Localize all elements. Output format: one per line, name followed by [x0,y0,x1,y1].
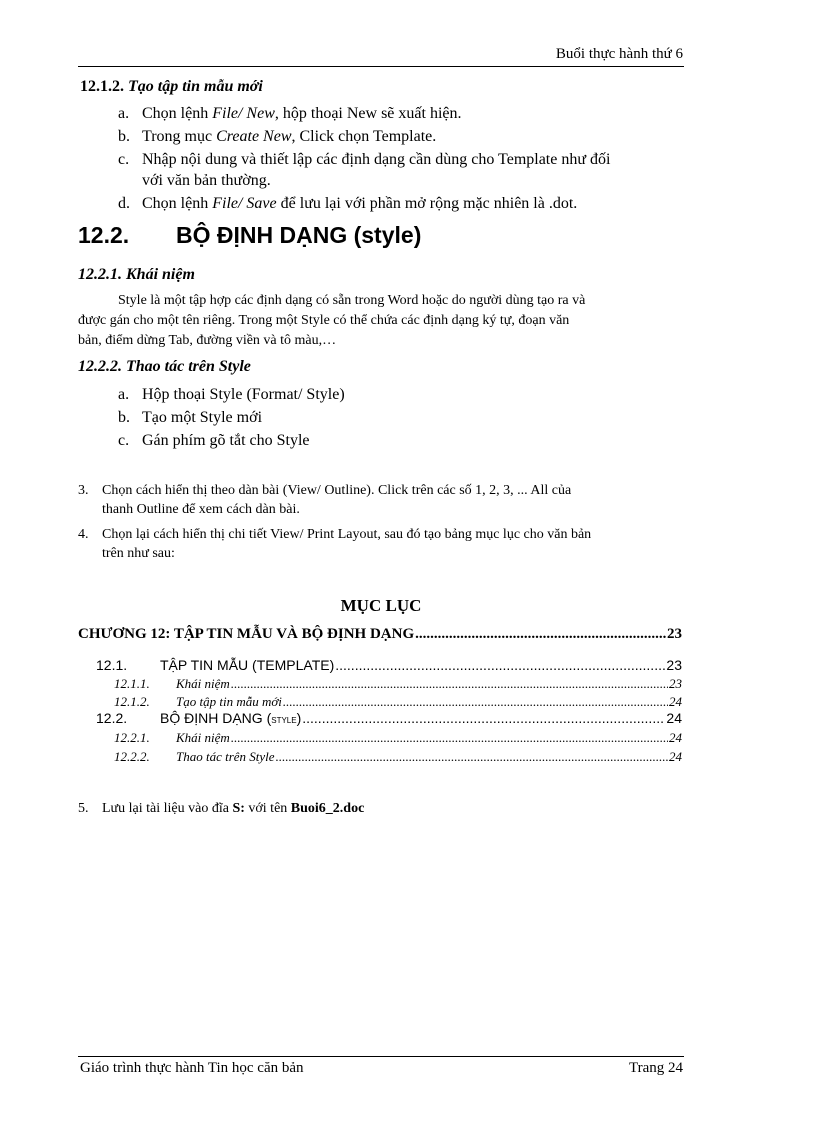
toc-entry-row: 12.1.1. Khái niệm ..... 23 [114,676,682,692]
heading-12-2 [78,222,421,249]
toc-title: MỤC LỤC [340,596,422,615]
toc-entry-row: 12.2.1. Khái niệm ..... 24 [114,730,682,746]
toc-entry-row: 12.1. TẬP TIN MẪU (TEMPLATE) ..... 23 [96,657,682,673]
list-item: d. Chọn lệnh File/ Save để lưu lại với phần mở rộng mặc nhiên là .dot. [118,195,578,212]
footer-left-text: Giáo trình thực hành Tin học căn bản [80,1060,304,1076]
heading-title: Tạo tập tin mẫu mới [128,78,263,95]
paragraph-line: Style là một tập hợp các định dạng có sẵn trong Word hoặc do người dùng tạo ra và [118,293,586,308]
footer-rule [78,1056,684,1057]
toc-entry-row: 12.1.2. Tạo tập tin mẫu mới ..... 24 [114,694,682,710]
heading-12-1-2 [80,78,263,96]
step-4-continuation: trên như sau: [102,546,175,561]
list-item: a. Hộp thoại Style (Format/ Style) [118,386,345,403]
toc-entry-row: 12.2. BỘ ĐỊNH DẠNG (style) ..... 24 [96,710,682,726]
list-item: c. Nhập nội dung và thiết lập các định dạng cần dùng cho Template như đối [118,151,611,168]
header-rule [78,66,684,67]
paragraph-line: bản, điểm dừng Tab, đường viền và tô màu,… [78,333,337,348]
list-item-continuation: với văn bản thường. [142,172,271,189]
footer-page-number: Trang 24 [628,1060,683,1076]
list-item: a. Chọn lệnh File/ New, hộp thoại New sẽ xuất hiện. [118,105,462,122]
paragraph-line: được gán cho một tên riêng. Trong một Style có thể chứa các định dạng ký tự, đoạn văn [78,313,570,328]
step-3: 3. Chọn cách hiển thị theo dàn bài (View/ Outline). Click trên các số 1, 2, 3, ... All của [78,483,572,498]
step-5: 5. Lưu lại tài liệu vào đĩa S: với tên Buoi6_2.doc [78,801,365,816]
heading-number: 12.1.2. [80,78,124,95]
heading-12-2-1: 12.2.1. Khái niệm [78,266,195,283]
list-item: c. Gán phím gõ tắt cho Style [118,432,310,449]
heading-number: 12.2. [78,222,130,248]
toc-entry-row: 12.2.2. Thao tác trên Style ..... 24 [114,749,682,765]
step-4: 4. Chọn lại cách hiển thị chi tiết View/ Print Layout, sau đó tạo bảng mục lục cho văn bản [78,527,592,542]
toc-chapter-row: CHƯƠNG 12: TẬP TIN MẪU VÀ BỘ ĐỊNH DẠNG ..... 23 [78,626,682,643]
list-item: b. Tạo một Style mới [118,409,263,426]
step-3-continuation: thanh Outline để xem cách dàn bài. [102,502,300,517]
heading-title: BỘ ĐỊNH DẠNG (style) [176,222,422,248]
heading-12-2-2: 12.2.2. Thao tác trên Style [78,358,251,375]
page-header-text: Buổi thực hành thứ 6 [555,46,683,62]
list-item: b. Trong mục Create New, Click chọn Template. [118,128,437,145]
